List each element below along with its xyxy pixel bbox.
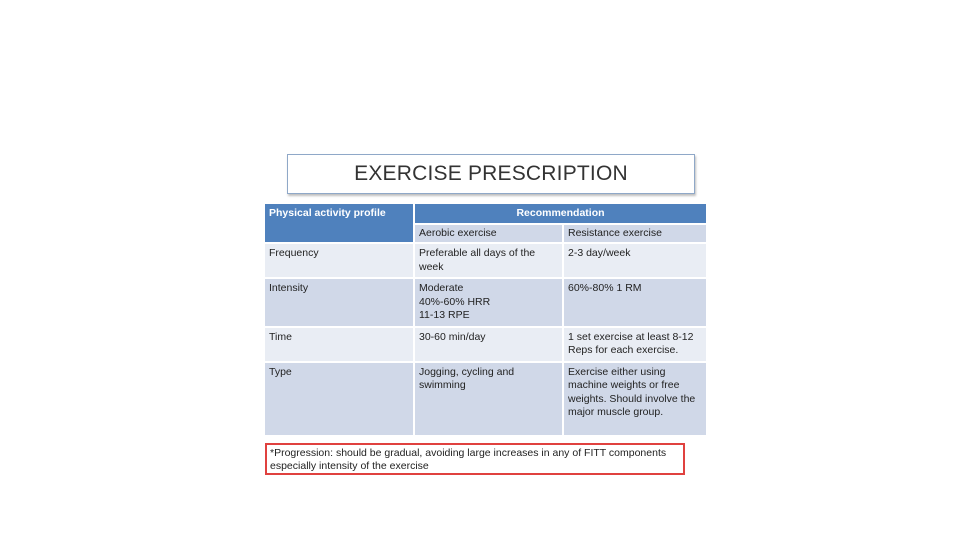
cell-profile: Type	[265, 362, 414, 436]
subheader-resistance: Resistance exercise	[563, 224, 707, 243]
cell-profile: Frequency	[265, 243, 414, 278]
cell-aerobic-line: 40%-60% HRR	[419, 295, 491, 308]
cell-aerobic: 30-60 min/day	[414, 327, 563, 362]
table-row-time	[265, 327, 707, 362]
table-row-frequency	[265, 243, 707, 278]
table-header-row	[265, 204, 707, 224]
cell-resistance: 1 set exercise at least 8-12 Reps for each exercise.	[563, 327, 707, 362]
progression-note: *Progression: should be gradual, avoiding large increases in any of FITT components especially intensity of the exercise	[270, 447, 667, 472]
cell-aerobic: Jogging, cycling and swimming	[414, 362, 563, 436]
cell-profile: Intensity	[265, 278, 414, 327]
slide-title: EXERCISE PRESCRIPTION	[354, 162, 628, 185]
cell-aerobic-line: Moderate	[419, 282, 464, 294]
cell-resistance: Exercise either using machine weights or free weights. Should involve the major muscle group.	[563, 362, 707, 436]
cell-resistance: 2-3 day/week	[563, 243, 707, 278]
cell-aerobic: Preferable all days of the week	[414, 243, 563, 278]
cell-profile: Time	[265, 327, 414, 362]
slide-title-box	[287, 154, 695, 194]
table-row-intensity	[265, 278, 707, 327]
subheader-aerobic: Aerobic exercise	[414, 224, 563, 243]
cell-aerobic-line: 11-13 RPE	[419, 309, 470, 321]
table-row-type	[265, 362, 707, 436]
cell-aerobic	[414, 278, 563, 327]
header-physical-activity-profile: Physical activity profile	[265, 204, 414, 243]
exercise-prescription-table	[265, 204, 708, 437]
cell-resistance: 60%-80% 1 RM	[563, 278, 707, 327]
progression-note-box	[265, 443, 685, 475]
header-recommendation: Recommendation	[414, 204, 707, 224]
